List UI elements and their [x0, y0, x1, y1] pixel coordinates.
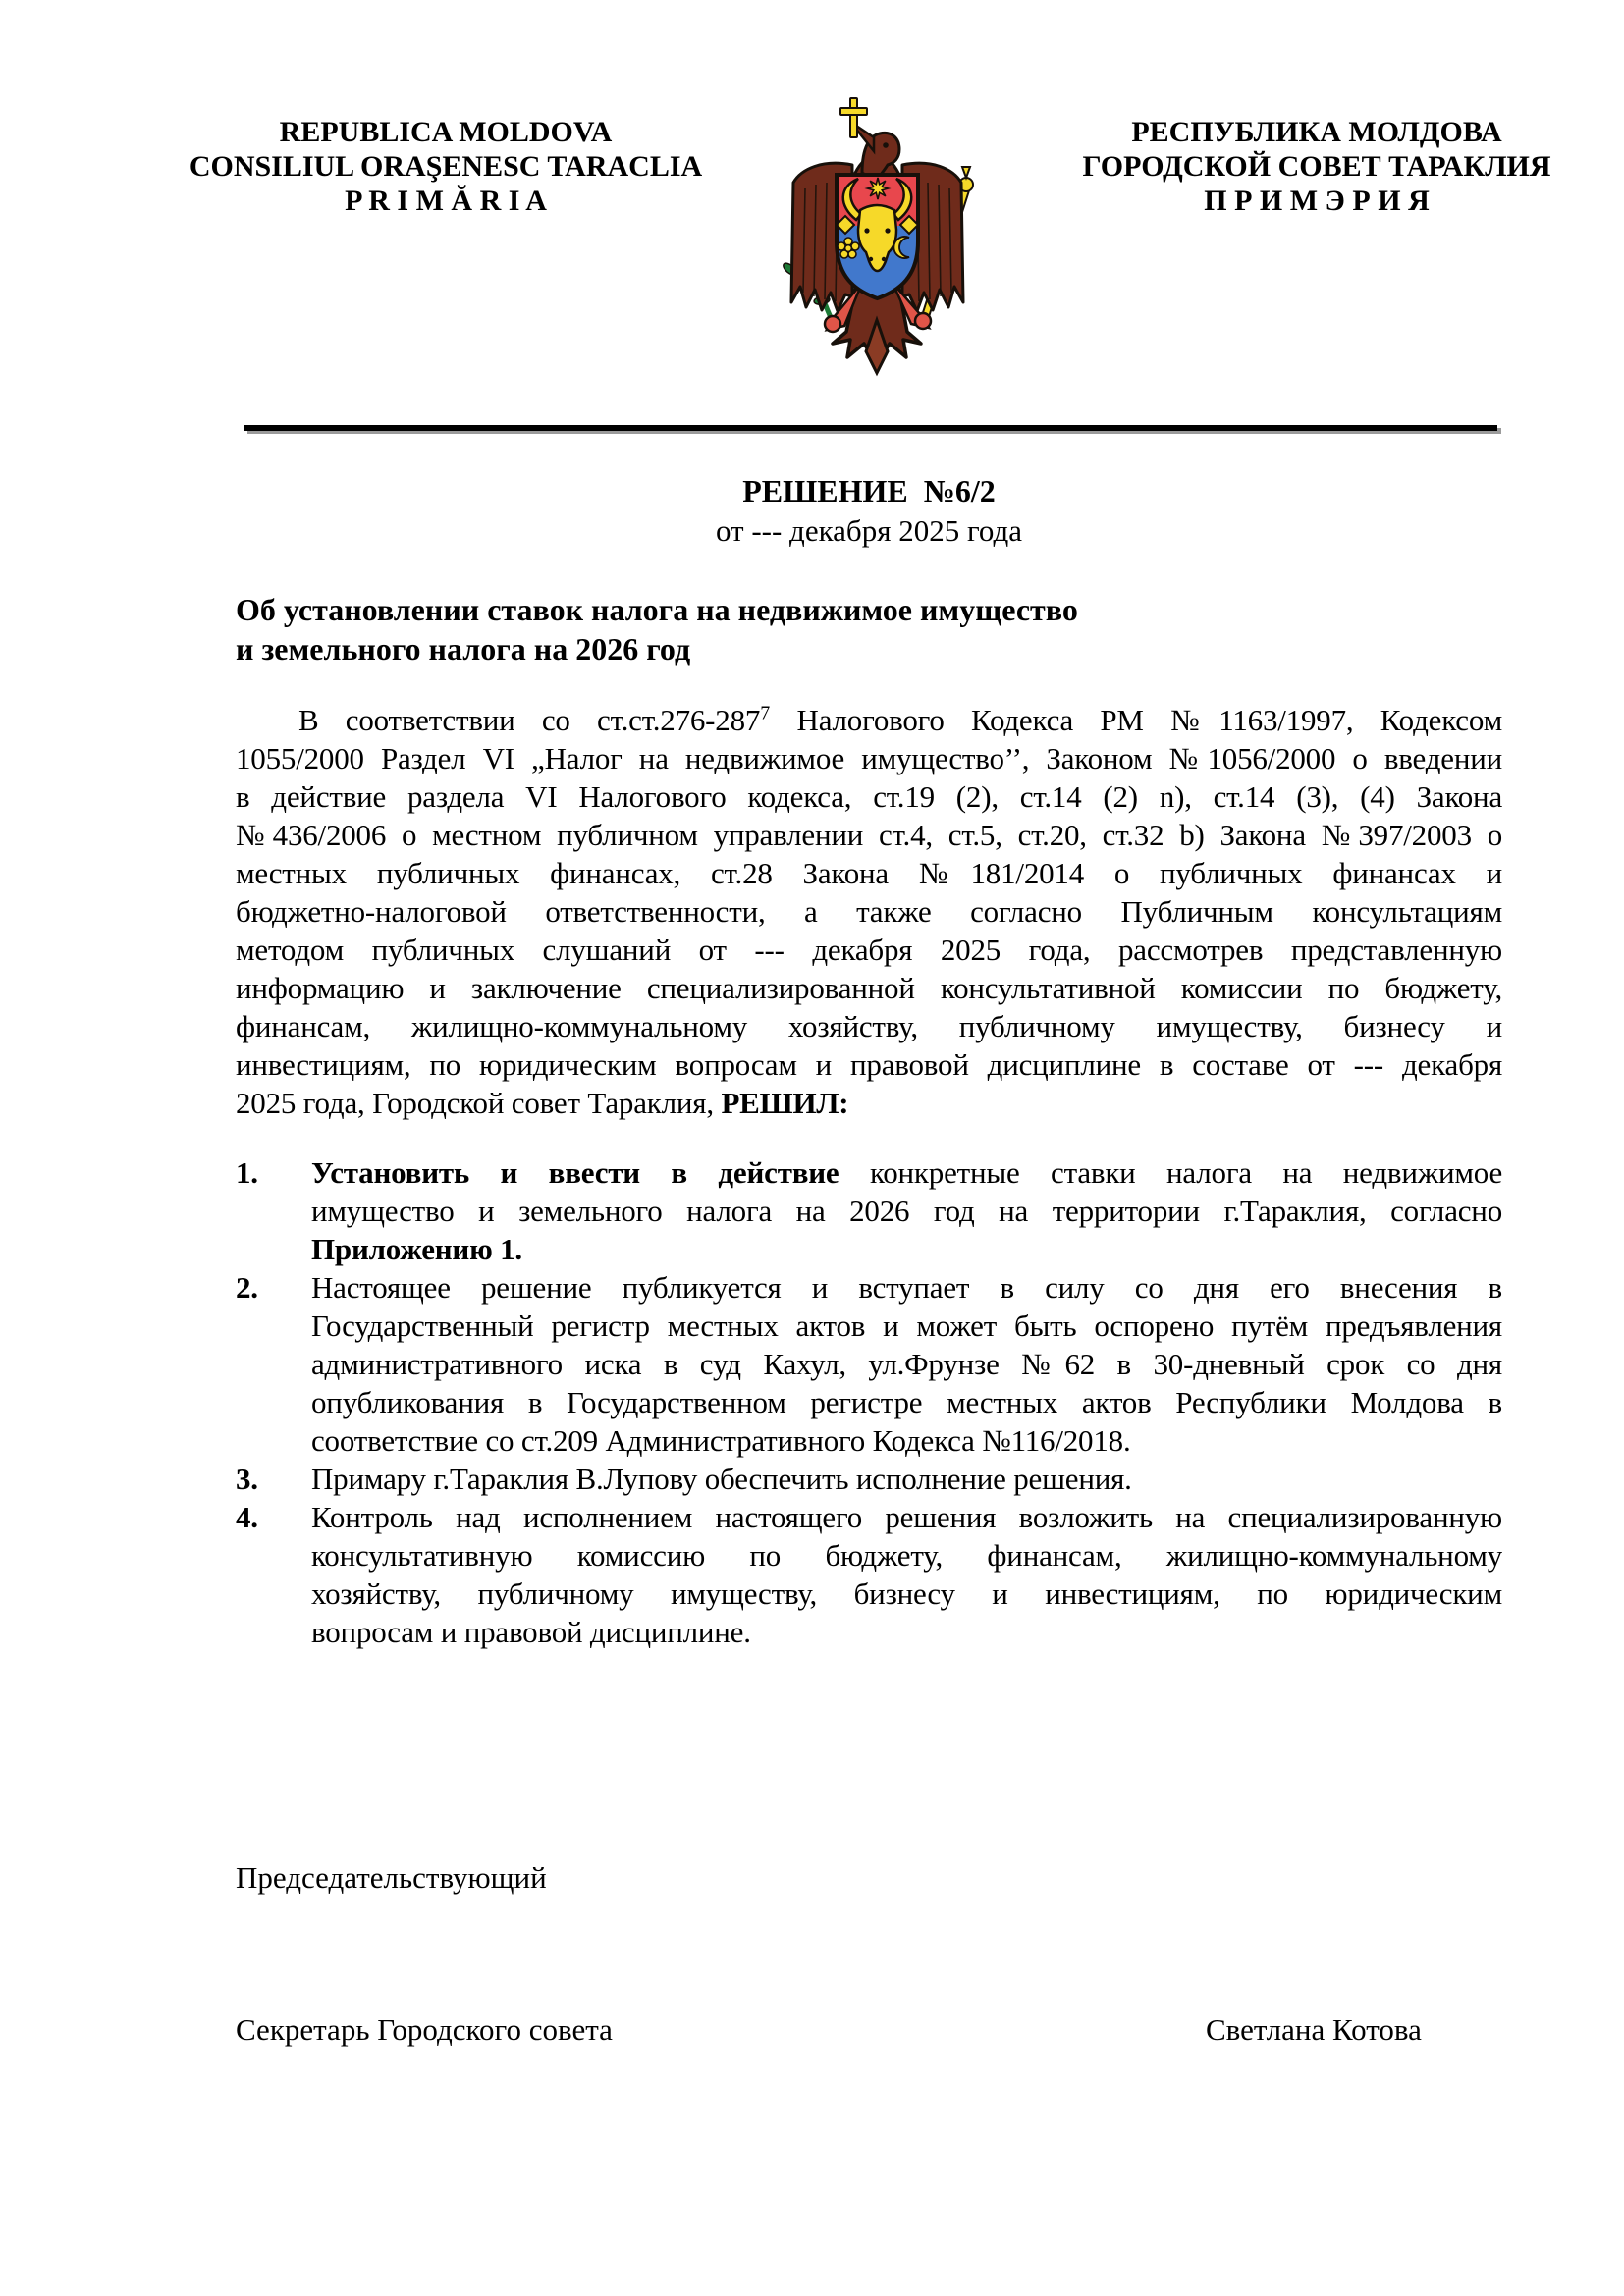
preamble-line: бюджетно-налоговой ответственности, а также согласно Публичным консультациям — [236, 894, 1502, 929]
preamble-line: информацию и заключение специализированной консультативной комиссии по бюджету, — [236, 971, 1502, 1005]
preamble-line: 1055/2000 Раздел VI „Налог на недвижимое имущество’’, Законом №1056/2000 о введении — [236, 741, 1502, 775]
list-item-2 — [236, 1268, 1502, 1460]
preamble-line: финансам, жилищно-коммунальному хозяйству, публичному имуществу, бизнесу и — [236, 1009, 1502, 1043]
preamble-line: №436/2006 о местном публичном управлении ст.4, ст.5, ст.20, ст.32 b) Закона №397/2003 о — [236, 818, 1502, 852]
decision-title: РЕШЕНИЕ №6/2 — [742, 473, 996, 508]
item-1-annex-reference: Приложению 1. — [311, 1232, 522, 1266]
item-line — [311, 1153, 1502, 1192]
item-line: Настоящее решение публикуется и вступает в силу со дня его внесения в — [311, 1270, 1502, 1305]
item-line: Примару г.Тараклия В.Лупову обеспечить исполнение решения. — [311, 1462, 1132, 1496]
item-line: хозяйству, публичному имуществу, бизнесу и инвестициям, по юридическим — [311, 1576, 1502, 1611]
preamble-line: в действие раздела VI Налогового кодекса, ст.19 (2), ст.14 (2) n), ст.14 (3), (4) Закона — [236, 779, 1502, 814]
secretary-label: Секретарь Городского совета — [236, 2012, 613, 2047]
preamble-ref-text: В соответствии со ст.ст.276-287 — [298, 703, 761, 737]
presiding-officer-label: Председательствующий — [236, 1860, 547, 1895]
item-2-number: 2. — [236, 1270, 258, 1305]
preamble-line: методом публичных слушаний от --- декабря 2025 года, рассмотрев представленную — [236, 933, 1502, 967]
header-left-block — [181, 115, 711, 218]
footnote-superscript: 7 — [760, 702, 771, 724]
decision-date: от --- декабря 2025 года — [715, 513, 1023, 548]
header-right-line-3: П Р И М Э Р И Я — [1204, 185, 1430, 217]
item-line: административного иска в суд Кахул, ул.Фрунзе №62 в 30-дневный срок со дня — [311, 1347, 1502, 1381]
decision-items-list — [236, 1153, 1502, 1651]
subject-line-1: Об установлении ставок налога на недвижимое имущество — [236, 592, 1078, 627]
item-1-number: 1. — [236, 1155, 258, 1190]
item-line: опубликования в Государственном регистре местных актов Республики Молдова в — [311, 1385, 1502, 1419]
header-left-line-1: REPUBLICA MOLDOVA — [279, 116, 613, 148]
resolved-keyword: РЕШИЛ: — [721, 1086, 849, 1120]
header-right-line-2: ГОРОДСКОЙ СОВЕТ ТАРАКЛИЯ — [1082, 150, 1551, 183]
item-line: имущество и земельного налога на 2026 год на территории г.Тараклия, согласно — [311, 1194, 1502, 1228]
item-1-lead-rest: конкретные ставки налога на недвижимое — [839, 1155, 1502, 1190]
preamble-line: местных публичных финансах, ст.28 Закона №181/2014 о публичных финансах и — [236, 856, 1502, 890]
header-left-line-3: P R I M Ă R I A — [345, 185, 547, 217]
list-item-1 — [236, 1153, 1502, 1268]
header-right-line-1: РЕСПУБЛИКА МОЛДОВА — [1131, 116, 1502, 148]
item-1-bold-lead: Установить и ввести в действие — [311, 1155, 839, 1190]
secretary-signature-row — [236, 2010, 1502, 2049]
preamble-paragraph — [236, 701, 1502, 1122]
header-divider-rule — [244, 425, 1497, 431]
secretary-name: Светлана Котова — [1206, 2012, 1422, 2047]
list-item-4 — [236, 1498, 1502, 1651]
item-3-number: 3. — [236, 1462, 258, 1496]
subject-line-2: и земельного налога на 2026 год — [236, 631, 691, 667]
header-right-block — [1052, 115, 1582, 218]
item-line: Контроль над исполнением настоящего решения возложить на специализированную — [311, 1500, 1502, 1534]
preamble-resolution-line — [236, 1084, 1502, 1122]
item-line: Государственный регистр местных актов и может быть оспорено путём предъявления — [311, 1308, 1502, 1343]
item-4-number: 4. — [236, 1500, 258, 1534]
preamble-ref-continuation: Налогового Кодекса РМ №1163/1997, Кодексом — [770, 703, 1502, 737]
preamble-line: инвестициям, по юридическим вопросам и правовой дисциплине в составе от --- декабря — [236, 1047, 1502, 1082]
decision-subject — [236, 590, 1502, 668]
item-line: вопросам и правовой дисциплине. — [311, 1615, 751, 1649]
list-item-3 — [236, 1460, 1502, 1498]
resolution-lead-text: 2025 года, Городской совет Тараклия, — [236, 1086, 722, 1120]
preamble-line — [236, 701, 1502, 739]
item-line: консультативную комиссию по бюджету, финансам, жилищно-коммунальному — [311, 1538, 1502, 1573]
moldova-coat-of-arms-icon — [776, 94, 979, 381]
header-left-line-2: CONSILIUL ORAŞENESC TARACLIA — [189, 150, 703, 183]
item-line: соответствие со ст.209 Административного Кодекса №116/2018. — [311, 1423, 1131, 1458]
